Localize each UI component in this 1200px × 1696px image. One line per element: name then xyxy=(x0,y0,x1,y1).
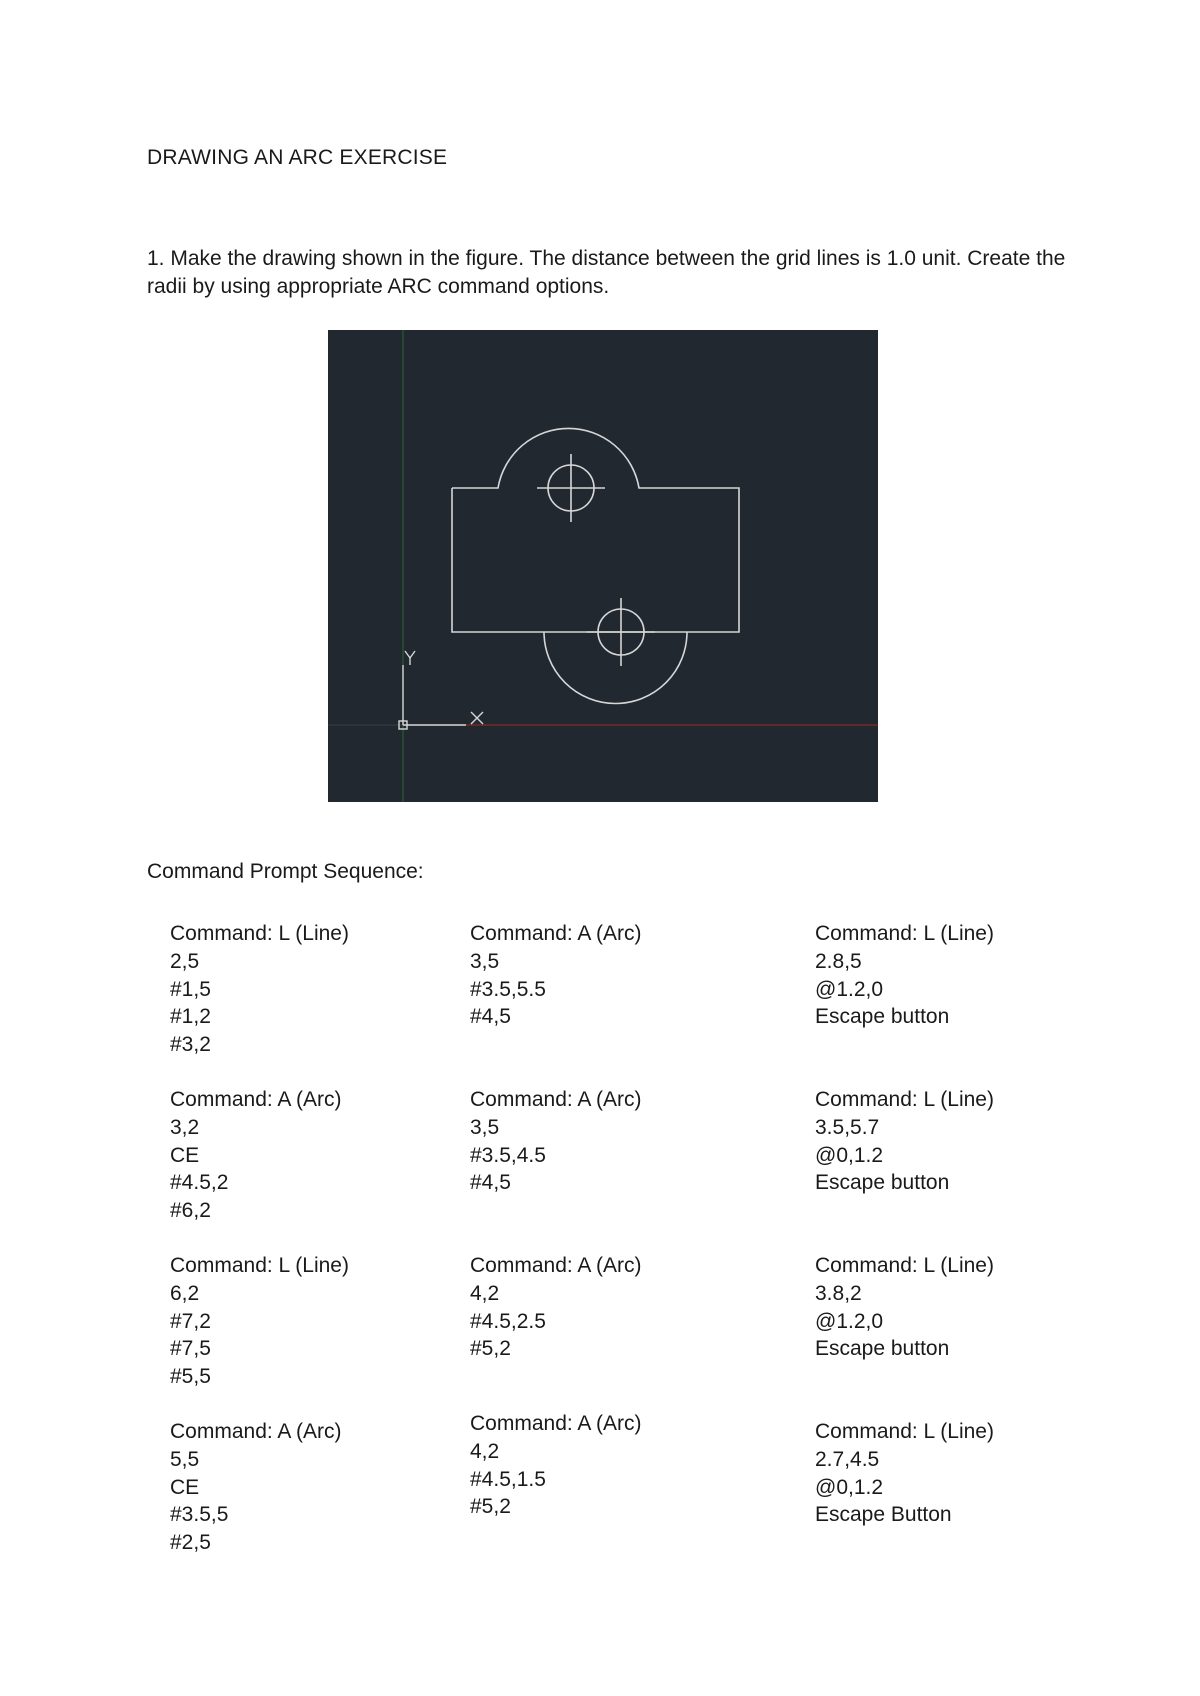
command-input: #2,5 xyxy=(170,1531,211,1555)
command-name: Command: L (Line) xyxy=(170,922,349,945)
command-name: Command: A (Arc) xyxy=(470,1088,642,1111)
command-input: #5,2 xyxy=(470,1495,511,1519)
command-input: #7,2 xyxy=(170,1309,211,1333)
page-title: DRAWING AN ARC EXERCISE xyxy=(147,146,448,169)
command-input: #4.5,2 xyxy=(170,1171,229,1195)
command-input: #4,5 xyxy=(470,1171,511,1195)
command-block xyxy=(170,920,349,1059)
command-block xyxy=(815,1252,994,1363)
command-input: Escape button xyxy=(815,1005,950,1029)
command-block xyxy=(815,1418,994,1529)
command-input: 4,2 xyxy=(470,1439,500,1463)
command-name: Command: L (Line) xyxy=(170,1254,349,1277)
command-input: 3.5,5.7 xyxy=(815,1115,880,1139)
command-sequence-heading: Command Prompt Sequence: xyxy=(147,860,424,883)
cad-drawing-figure xyxy=(328,330,878,802)
command-input: 3.8,2 xyxy=(815,1281,862,1305)
command-name: Command: A (Arc) xyxy=(470,1412,642,1435)
command-block xyxy=(470,920,642,1031)
command-input: #1,2 xyxy=(170,1005,211,1029)
command-input: #6,2 xyxy=(170,1199,211,1223)
command-input: #5,2 xyxy=(470,1337,511,1361)
command-input: 2.8,5 xyxy=(815,949,862,973)
command-input: #3,2 xyxy=(170,1033,211,1057)
command-input: CE xyxy=(170,1143,200,1167)
command-input: #7,5 xyxy=(170,1337,211,1361)
command-input: @0,1.2 xyxy=(815,1143,884,1167)
command-input: 3,5 xyxy=(470,1115,500,1139)
command-name: Command: L (Line) xyxy=(815,1420,994,1443)
command-input: #4,5 xyxy=(470,1005,511,1029)
command-input: Escape Button xyxy=(815,1503,952,1527)
command-input: 6,2 xyxy=(170,1281,200,1305)
command-input: 2.7,4.5 xyxy=(815,1447,880,1471)
command-name: Command: L (Line) xyxy=(815,1088,994,1111)
lower-hole xyxy=(587,598,655,666)
command-name: Command: A (Arc) xyxy=(170,1088,342,1111)
ucs-icon xyxy=(399,651,483,729)
command-input: 3,5 xyxy=(470,949,500,973)
command-input: @1.2,0 xyxy=(815,977,884,1001)
command-block xyxy=(815,1086,994,1197)
cad-drawing-canvas xyxy=(328,330,878,802)
command-block xyxy=(170,1086,342,1225)
command-name: Command: A (Arc) xyxy=(470,1254,642,1277)
upper-hole xyxy=(537,454,605,522)
command-input: 5,5 xyxy=(170,1447,200,1471)
command-input: Escape button xyxy=(815,1337,950,1361)
command-input: #3.5,4.5 xyxy=(470,1143,546,1167)
command-input: CE xyxy=(170,1475,200,1499)
command-input: #4.5,1.5 xyxy=(470,1467,546,1491)
command-input: Escape button xyxy=(815,1171,950,1195)
command-input: #3.5,5 xyxy=(170,1503,229,1527)
command-input: 3,2 xyxy=(170,1115,200,1139)
command-name: Command: L (Line) xyxy=(815,1254,994,1277)
command-block xyxy=(170,1252,349,1391)
command-input: 2,5 xyxy=(170,949,200,973)
command-input: #4.5,2.5 xyxy=(470,1309,546,1333)
command-input: #5,5 xyxy=(170,1365,211,1389)
command-input: 4,2 xyxy=(470,1281,500,1305)
command-input: #3.5,5.5 xyxy=(470,977,546,1001)
command-name: Command: L (Line) xyxy=(815,922,994,945)
command-name: Command: A (Arc) xyxy=(170,1420,342,1443)
command-name: Command: A (Arc) xyxy=(470,922,642,945)
outline-path xyxy=(452,428,739,703)
command-input: @0,1.2 xyxy=(815,1475,884,1499)
part-outline xyxy=(452,428,739,703)
command-block xyxy=(470,1252,642,1363)
command-block xyxy=(170,1418,342,1557)
command-block xyxy=(470,1410,642,1521)
command-block xyxy=(815,920,994,1031)
exercise-instructions: 1. Make the drawing shown in the figure. The distance between the grid lines is 1.0 unit. Create the radii by using appropriate ARC command options. xyxy=(147,247,1066,298)
command-input: @1.2,0 xyxy=(815,1309,884,1333)
command-block xyxy=(470,1086,642,1197)
command-input: #1,5 xyxy=(170,977,211,1001)
